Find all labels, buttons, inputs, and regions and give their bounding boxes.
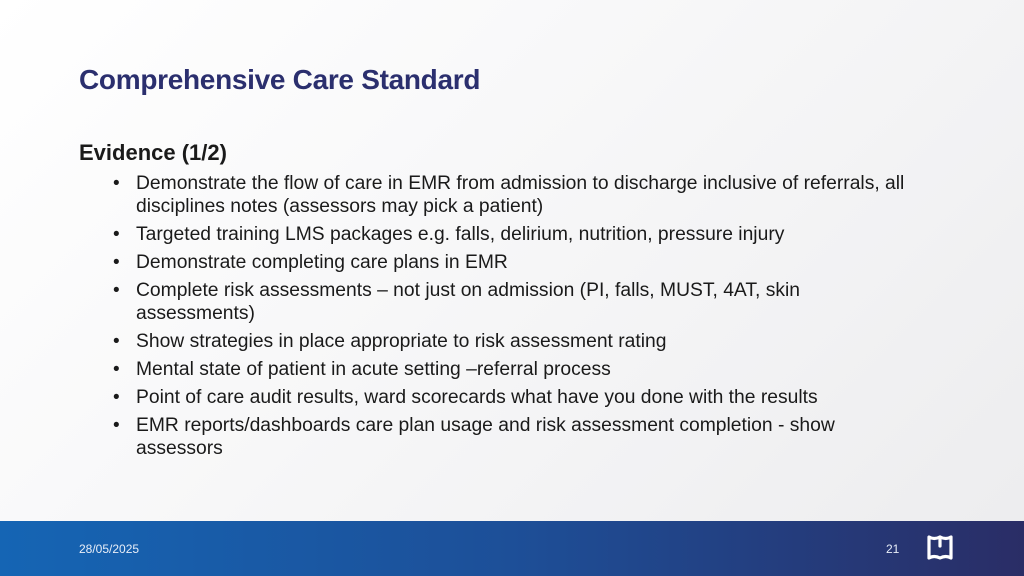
- slide-title: Comprehensive Care Standard: [79, 64, 481, 95]
- book-logo-icon: [925, 533, 955, 563]
- bullet-item: [113, 358, 913, 381]
- bullet-text: Mental state of patient in acute setting –referral process: [136, 359, 611, 380]
- bullet-item: [113, 414, 913, 460]
- bullet-text: Show strategies in place appropriate to risk assessment rating: [136, 331, 667, 352]
- bullet-text: Demonstrate the flow of care in EMR from admission to discharge inclusive of referrals, all disciplines notes (assessors may pick a patient): [136, 173, 905, 217]
- bullet-item: [113, 386, 913, 409]
- footer-bar: [0, 521, 1024, 576]
- bullet-item: [113, 172, 913, 218]
- bullet-dot: •: [113, 415, 120, 436]
- page-number: 21: [886, 542, 900, 556]
- bullet-text: Targeted training LMS packages e.g. falls, delirium, nutrition, pressure injury: [136, 224, 785, 245]
- bullet-text: Demonstrate completing care plans in EMR: [136, 252, 508, 273]
- bullet-dot: •: [113, 280, 120, 301]
- bullet-item: [113, 251, 913, 274]
- bullet-item: [113, 279, 913, 325]
- bullet-item: [113, 223, 913, 246]
- bullet-text: Point of care audit results, ward scorecards what have you done with the results: [136, 387, 818, 408]
- bullet-text: EMR reports/dashboards care plan usage and risk assessment completion - show assessors: [136, 415, 835, 459]
- bullet-dot: •: [113, 224, 120, 245]
- bullet-dot: •: [113, 359, 120, 380]
- bullet-text: Complete risk assessments – not just on admission (PI, falls, MUST, 4AT, skin assessments): [136, 280, 801, 324]
- bullet-dot: •: [113, 252, 120, 273]
- bullet-list: [113, 172, 913, 465]
- slide-subtitle: Evidence (1/2): [79, 140, 227, 165]
- bullet-dot: •: [113, 331, 120, 352]
- bullet-item: [113, 330, 913, 353]
- footer-date: 28/05/2025: [79, 542, 140, 556]
- bullet-dot: •: [113, 173, 120, 194]
- bullet-dot: •: [113, 387, 120, 408]
